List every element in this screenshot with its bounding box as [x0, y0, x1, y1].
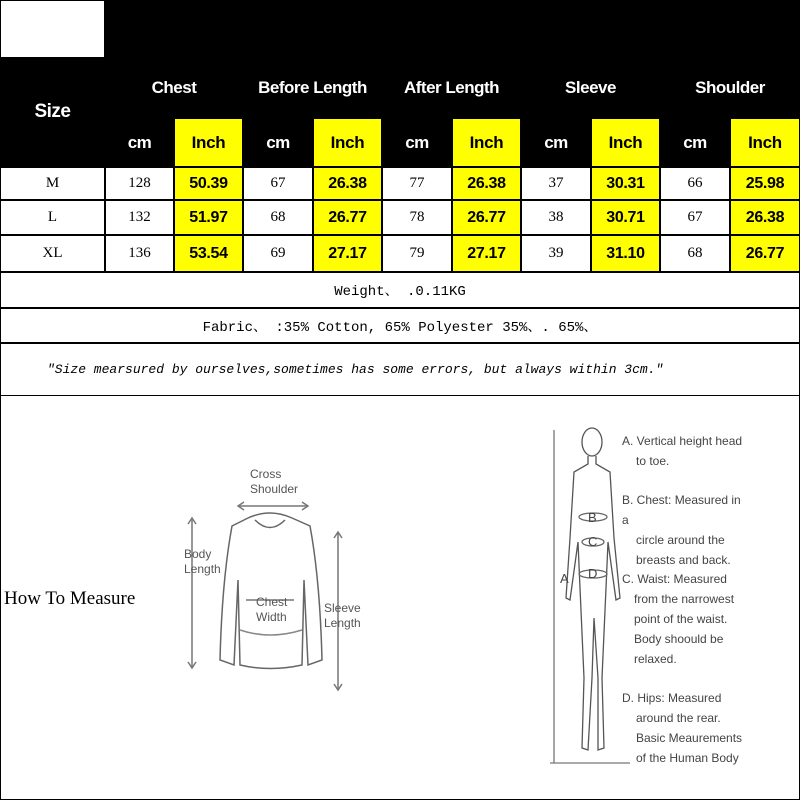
- legend-line: circle around the: [636, 533, 725, 547]
- cross-shoulder-label: Shoulder: [250, 482, 299, 496]
- legend-line: C. Waist: Measured: [622, 572, 727, 586]
- value-cell-inch: 27.17: [313, 235, 382, 272]
- value-cell-inch: 26.77: [313, 200, 382, 235]
- body-length-label: Length: [184, 562, 221, 576]
- value-cell-inch: 30.71: [591, 200, 660, 235]
- legend-line: of the Human Body: [636, 751, 739, 765]
- fabric-row: Fabric、 :35% Cotton, 65% Polyester 35%、. 65%、: [0, 308, 800, 343]
- value-cell-inch: 26.77: [730, 235, 800, 272]
- value-cell: 37: [521, 167, 591, 200]
- col-header-chest: Chest: [105, 57, 243, 118]
- unit-inch: Inch: [313, 118, 382, 167]
- body-letter-b: B: [588, 510, 597, 525]
- sleeve-length-label: Sleeve: [324, 601, 361, 615]
- legend-line: from the narrowest: [634, 592, 735, 606]
- legend-line: to toe.: [636, 454, 670, 468]
- legend-c: [622, 569, 747, 669]
- legend-line: Body shoould be: [634, 632, 724, 646]
- value-cell: 79: [382, 235, 452, 272]
- legend-line: D. Hips: Measured: [622, 691, 722, 705]
- body-figure-diagram: [540, 418, 630, 778]
- unit-cm: cm: [243, 118, 313, 167]
- value-cell-inch: 53.54: [174, 235, 243, 272]
- legend-b: [622, 490, 747, 570]
- table-top-band: [105, 0, 800, 57]
- value-cell-inch: 26.38: [313, 167, 382, 200]
- unit-cm: cm: [105, 118, 174, 167]
- value-cell: 39: [521, 235, 591, 272]
- value-cell-inch: 27.17: [452, 235, 521, 272]
- legend-line: point of the waist.: [634, 612, 728, 626]
- sleeve-length-label: Length: [324, 616, 361, 630]
- value-cell: 66: [660, 167, 730, 200]
- legend-line: A. Vertical height head: [622, 434, 743, 448]
- value-cell: 136: [105, 235, 174, 272]
- value-cell-inch: 26.77: [452, 200, 521, 235]
- measurement-note: "Size mearsured by ourselves,sometimes has some errors, but always within 3cm.": [0, 343, 800, 396]
- legend-d: [622, 688, 747, 768]
- col-header-shoulder: Shoulder: [660, 57, 800, 118]
- value-cell: 67: [243, 167, 313, 200]
- weight-row: Weight、 .0.11KG: [0, 272, 800, 308]
- col-header-after-length: After Length: [382, 57, 521, 118]
- how-to-measure-title: How To Measure: [4, 588, 136, 609]
- value-cell-inch: 26.38: [452, 167, 521, 200]
- size-cell: L: [0, 200, 105, 235]
- col-header-before-length: Before Length: [243, 57, 382, 118]
- value-cell-inch: 51.97: [174, 200, 243, 235]
- value-cell: 68: [243, 200, 313, 235]
- body-length-label: Body: [184, 547, 212, 561]
- unit-cm: cm: [521, 118, 591, 167]
- shirt-diagram: [170, 460, 370, 710]
- value-cell: 77: [382, 167, 452, 200]
- legend-line: breasts and back.: [636, 553, 731, 567]
- size-cell: XL: [0, 235, 105, 272]
- cross-shoulder-label: Cross: [250, 467, 282, 481]
- value-cell: 38: [521, 200, 591, 235]
- value-cell: 69: [243, 235, 313, 272]
- unit-cm: cm: [382, 118, 452, 167]
- unit-inch: Inch: [174, 118, 243, 167]
- value-cell-inch: 25.98: [730, 167, 800, 200]
- table-corner-top: [0, 0, 105, 57]
- value-cell-inch: 30.31: [591, 167, 660, 200]
- unit-cm: cm: [660, 118, 730, 167]
- size-cell: M: [0, 167, 105, 200]
- value-cell: 128: [105, 167, 174, 200]
- value-cell: 132: [105, 200, 174, 235]
- col-header-sleeve: Sleeve: [521, 57, 660, 118]
- size-header: Size: [0, 57, 105, 167]
- legend-line: around the rear.: [636, 711, 721, 725]
- value-cell-inch: 50.39: [174, 167, 243, 200]
- body-letter-d: D: [588, 566, 598, 581]
- value-cell-inch: 31.10: [591, 235, 660, 272]
- value-cell-inch: 26.38: [730, 200, 800, 235]
- legend-line: B. Chest: Measured in a: [622, 493, 741, 527]
- chest-width-label: Chest: [256, 595, 288, 609]
- value-cell: 67: [660, 200, 730, 235]
- body-letter-c: C: [588, 534, 598, 549]
- body-letter-a: A: [560, 571, 569, 586]
- value-cell: 68: [660, 235, 730, 272]
- chest-width-label: Width: [256, 610, 287, 624]
- value-cell: 78: [382, 200, 452, 235]
- unit-inch: Inch: [452, 118, 521, 167]
- legend-line: relaxed.: [634, 652, 677, 666]
- unit-inch: Inch: [730, 118, 800, 167]
- legend-line: Basic Meaurements: [636, 731, 743, 745]
- unit-inch: Inch: [591, 118, 660, 167]
- legend-a: [622, 431, 747, 471]
